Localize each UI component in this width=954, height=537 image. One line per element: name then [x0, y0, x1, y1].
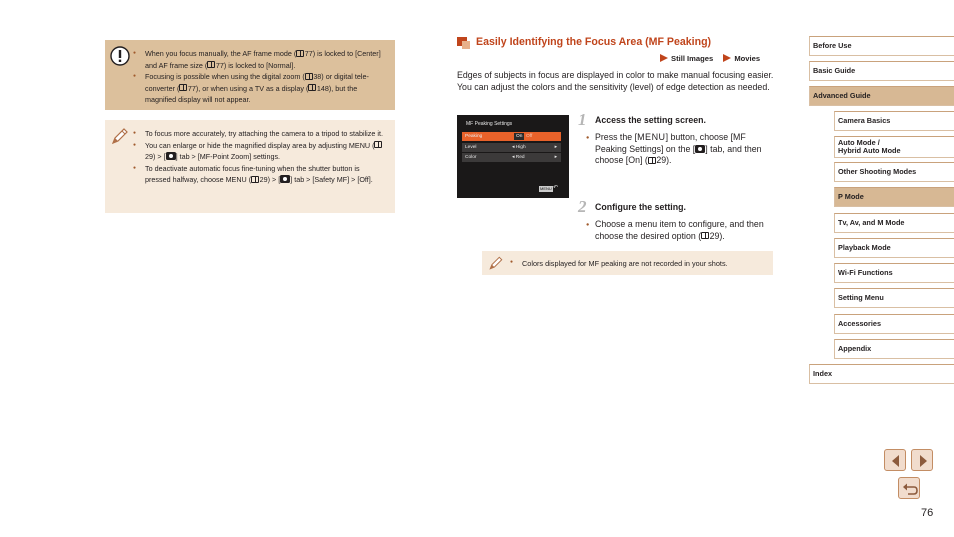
book-icon	[648, 157, 656, 164]
mode-still-images: Still Images	[671, 54, 714, 63]
book-icon	[251, 176, 259, 183]
bullet: ●	[586, 135, 590, 141]
book-icon	[374, 141, 382, 148]
nav-basic-guide[interactable]: Basic Guide	[809, 61, 954, 81]
note-item: ● To focus more accurately, try attaching the camera to a tripod to stabilize it.	[145, 128, 385, 140]
book-icon	[308, 84, 316, 91]
step-title: Configure the setting.	[595, 202, 686, 212]
mode-tags	[660, 54, 760, 63]
caution-box	[105, 40, 395, 110]
exclamation-icon	[109, 45, 131, 67]
intro-text: Edges of subjects in focus are displayed in color to make manual focusing easier. You can adjust the colors and the sensitivity (level) of edge detection as needed.	[457, 70, 774, 92]
screen-row-level: Level ◂ High ▸	[462, 143, 561, 152]
nav-playback-mode[interactable]: Playback Mode	[834, 238, 954, 258]
triangle-icon	[660, 54, 668, 62]
mf-note-text: Colors displayed for MF peaking are not recorded in your shots.	[522, 259, 728, 268]
pencil-icon	[487, 254, 505, 272]
book-icon	[207, 61, 215, 68]
bullet: ●	[510, 259, 514, 265]
caution-item: ● When you focus manually, the AF frame mode ( 77) is locked to [Center] and AF frame size ( 77) is locked to [Normal].	[145, 48, 385, 71]
nav-tv-av-m-mode[interactable]: Tv, Av, and M Mode	[834, 213, 954, 233]
caution-item: ● Focusing is possible when using the digital zoom ( 38) or digital tele-converter ( 77), or when using a TV as a display ( 148), but the magnified display will not appear.	[145, 71, 385, 106]
note-item: ● To deactivate automatic focus fine-tuning when the shutter button is pressed halfway, choose MENU ( 29) > [ ] tab > [Safety MF] > [Off].	[145, 163, 385, 186]
section-title: Easily Identifying the Focus Area (MF Peaking)	[476, 36, 712, 48]
nav-camera-basics[interactable]: Camera Basics	[834, 111, 954, 131]
book-icon	[296, 50, 304, 57]
return-icon	[899, 478, 921, 500]
nav-other-shooting-modes[interactable]: Other Shooting Modes	[834, 162, 954, 182]
screen-row-peaking: Peaking On Off	[462, 132, 561, 141]
screen-back-icon: ↶	[553, 185, 559, 191]
book-icon	[179, 84, 187, 91]
screen-title: MF Peaking Settings	[466, 121, 513, 127]
nav-advanced-guide[interactable]: Advanced Guide	[809, 86, 954, 106]
nav-accessories[interactable]: Accessories	[834, 314, 954, 334]
camera-icon	[280, 175, 290, 183]
nav-index[interactable]: Index	[809, 364, 954, 384]
arrow-left-icon	[885, 450, 907, 472]
note-box	[105, 120, 395, 213]
mf-note-box	[482, 251, 773, 275]
step-text: Press the [MENU] button, choose [MF Peaking Settings] on the [ ] tab, and then choose [On] ( 29).	[595, 132, 762, 166]
book-icon	[701, 232, 709, 239]
step-title: Access the setting screen.	[595, 115, 706, 125]
step-text: Choose a menu item to configure, and then choose the desired option ( 29).	[595, 219, 764, 241]
nav-p-mode[interactable]: P Mode	[834, 187, 954, 207]
page-number: 76	[921, 507, 934, 519]
return-button[interactable]	[898, 477, 920, 499]
nav-appendix[interactable]: Appendix	[834, 339, 954, 359]
camera-screen-image	[457, 115, 569, 198]
step-number: 2	[578, 197, 587, 216]
section-marker-icon	[457, 37, 470, 49]
caution-list	[145, 48, 385, 106]
next-page-button[interactable]	[911, 449, 933, 471]
bullet: ●	[586, 222, 590, 228]
nav-setting-menu[interactable]: Setting Menu	[834, 288, 954, 308]
screen-row-color: Color ◂ Red ▸	[462, 153, 561, 162]
step-number: 1	[578, 110, 587, 129]
pencil-icon	[109, 125, 131, 147]
camera-icon	[166, 152, 176, 160]
note-item: ● You can enlarge or hide the magnified display area by adjusting MENU (29) > [ ] tab > [MF-Point Zoom] settings.	[145, 140, 385, 163]
prev-page-button[interactable]	[884, 449, 906, 471]
nav-auto-mode[interactable]: Auto Mode / Hybrid Auto Mode	[834, 136, 954, 158]
triangle-icon	[723, 54, 731, 62]
nav-before-use[interactable]: Before Use	[809, 36, 954, 56]
arrow-right-icon	[912, 450, 934, 472]
camera-icon	[695, 145, 705, 153]
screen-menu-label: MENU	[540, 186, 552, 191]
mode-movies: Movies	[734, 54, 761, 63]
book-icon	[305, 73, 313, 80]
note-list	[145, 128, 385, 186]
nav-wifi-functions[interactable]: Wi-Fi Functions	[834, 263, 954, 283]
